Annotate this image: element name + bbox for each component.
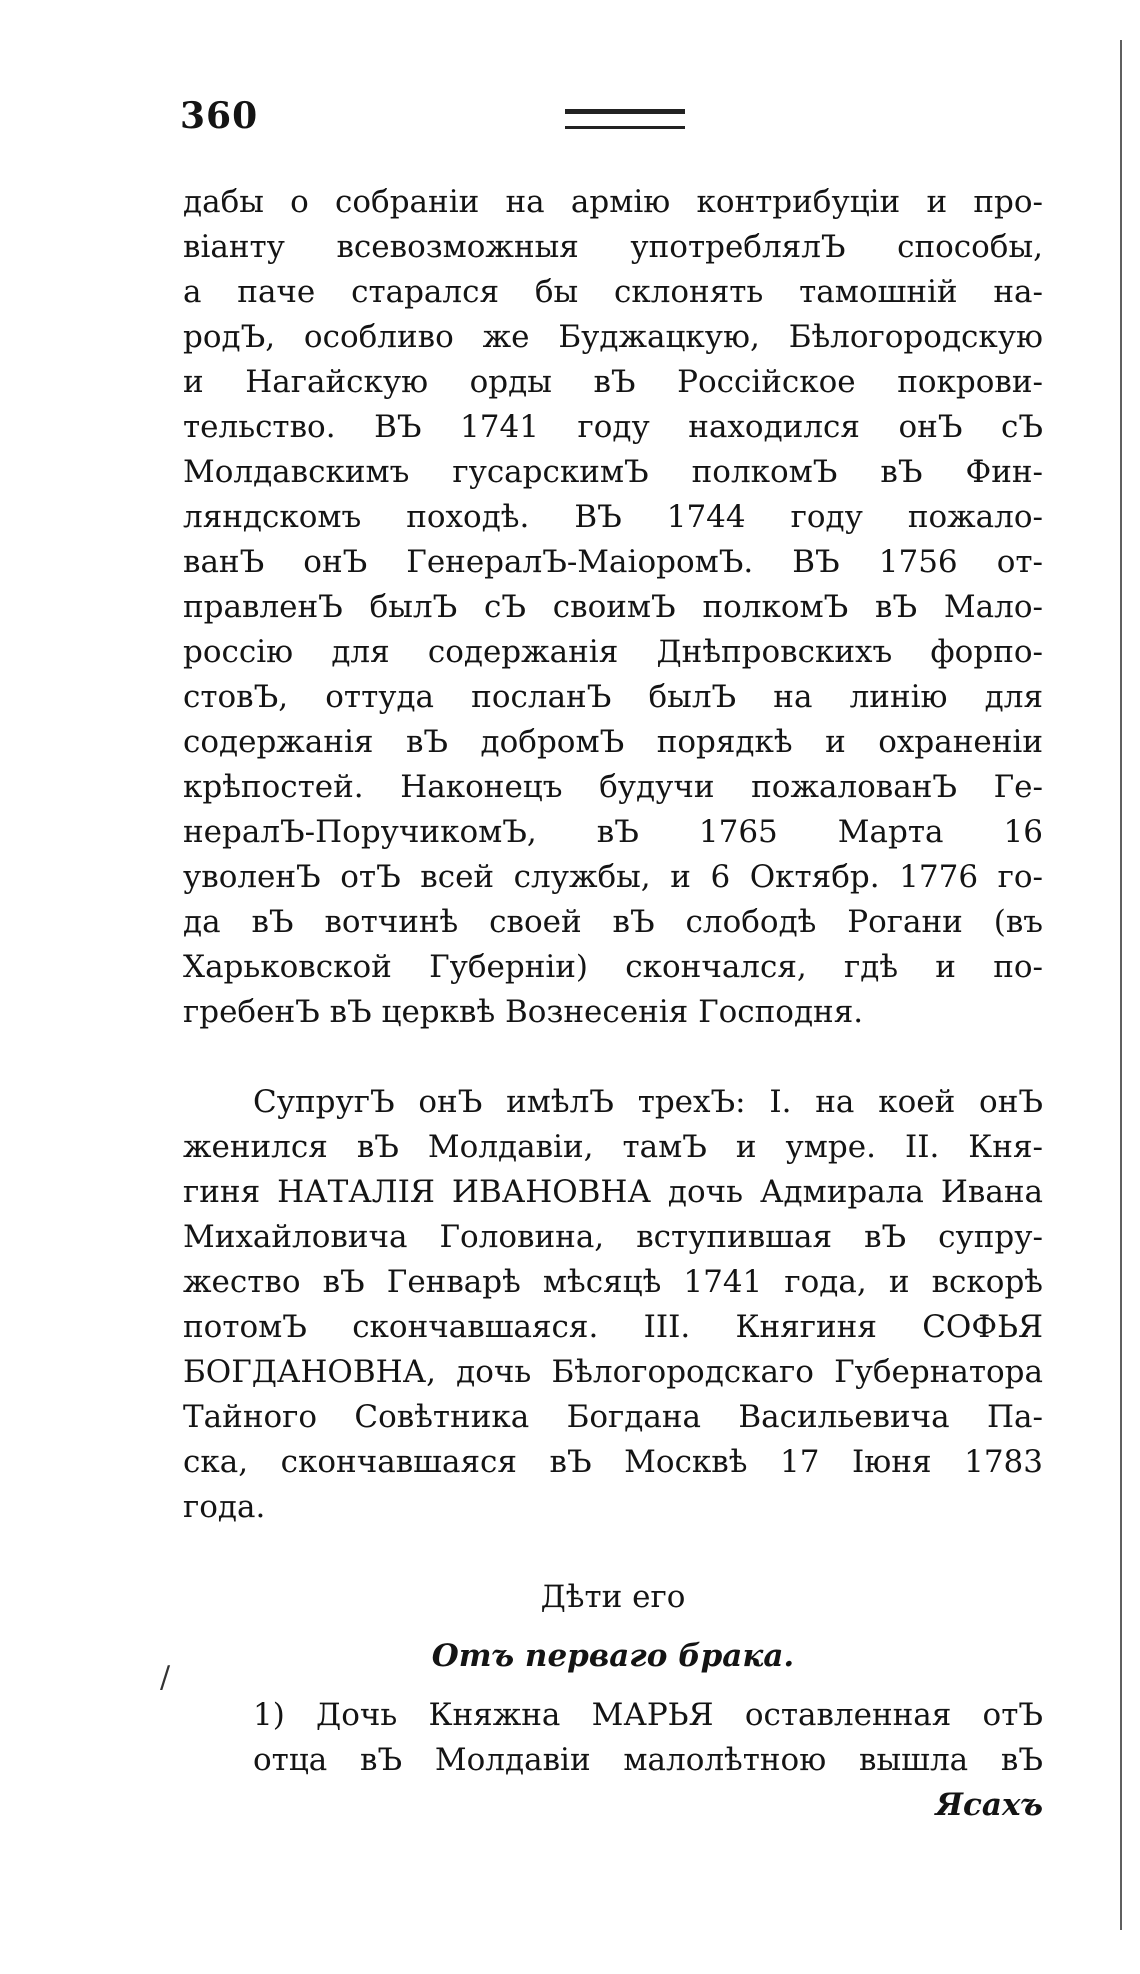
section-heading: Дѣти его xyxy=(540,1579,686,1615)
text-line: тельство. ВЪ 1741 году находился онЪ сЪ xyxy=(183,409,1043,445)
text-line: Михайловича Головина, вступившая вЪ супру- xyxy=(183,1219,1043,1255)
text-line: стовЪ, оттуда посланЪ былЪ на линію для xyxy=(183,679,1043,715)
header-ornament xyxy=(565,109,685,129)
heading-gap xyxy=(183,1679,1043,1693)
text-line: а паче старался бы склонять тамошній на- xyxy=(183,274,1043,310)
text-line: содержанія вЪ добромЪ порядкѣ и охраненіи xyxy=(183,724,1043,760)
text-line: нералЪ-ПоручикомЪ, вЪ 1765 Марта 16 xyxy=(183,814,1043,850)
text-line: Молдавскимъ гусарскимЪ полкомЪ вЪ Фин- xyxy=(183,454,1043,490)
text-line: отца вЪ Молдавіи малолѣтною вышла вЪ xyxy=(253,1742,1043,1778)
page-number: 360 xyxy=(180,95,259,137)
text-line: года. xyxy=(183,1489,266,1525)
page-edge-line xyxy=(1120,40,1122,1930)
stray-mark: / xyxy=(160,1660,171,1695)
text-line: россію для содержанія Днѣпровскихъ форпо- xyxy=(183,634,1043,670)
text-line: дабы о собраніи на армію контрибуціи и про- xyxy=(183,184,1043,220)
page-header xyxy=(180,95,1040,135)
body-text xyxy=(183,180,1043,1828)
text-line: правленЪ былЪ сЪ своимЪ полкомЪ вЪ Мало- xyxy=(183,589,1043,625)
text-line: ска, скончавшаяся вЪ Москвѣ 17 Іюня 1783 xyxy=(183,1444,1043,1480)
text-line: да вЪ вотчинѣ своей вЪ слободѣ Рогани (въ xyxy=(183,904,1043,940)
text-line: 1) Дочь Княжна МАРЬЯ оставленная отЪ xyxy=(253,1697,1043,1733)
text-line: жество вЪ Генварѣ мѣсяцѣ 1741 года, и вскорѣ xyxy=(183,1264,1043,1300)
section-subheading: Отъ перваго брака. xyxy=(431,1638,795,1674)
heading-gap xyxy=(183,1620,1043,1634)
text-line: родЪ, особливо же Буджацкую, Бѣлогородскую xyxy=(183,319,1043,355)
text-line: и Нагайскую орды вЪ Россійское покрови- xyxy=(183,364,1043,400)
text-line: потомЪ скончавшаяся. III. Княгиня СОФЬЯ xyxy=(183,1309,1043,1345)
text-line: віанту всевозможныя употреблялЪ способы, xyxy=(183,229,1043,265)
text-line: ванЪ онЪ ГенералЪ-МаіоромЪ. ВЪ 1756 от- xyxy=(183,544,1043,580)
text-line: БОГДАНОВНА, дочь Бѣлогородскаго Губернатора xyxy=(183,1354,1043,1390)
text-line: женился вЪ Молдавіи, тамЪ и умре. II. Кня- xyxy=(183,1129,1043,1165)
section-gap xyxy=(183,1530,1043,1575)
text-line: Харьковской Губерніи) скончался, гдѣ и по- xyxy=(183,949,1043,985)
text-line: ляндскомъ походѣ. ВЪ 1744 году пожало- xyxy=(183,499,1043,535)
text-line: Тайного Совѣтника Богдана Васильевича Па- xyxy=(183,1399,1043,1435)
text-line: гиня НАТАЛІЯ ИВАНОВНА дочь Адмирала Ивана xyxy=(183,1174,1043,1210)
catchword: Ясахъ xyxy=(935,1787,1043,1823)
text-line: уволенЪ отЪ всей службы, и 6 Октябр. 1776 го- xyxy=(183,859,1043,895)
text-line: гребенЪ вЪ церквѣ Вознесенія Господня. xyxy=(183,994,864,1030)
paragraph-gap xyxy=(183,1035,1043,1080)
text-line: крѣпостей. Наконецъ будучи пожалованЪ Ге- xyxy=(183,769,1043,805)
text-line: СупругЪ онЪ имѣлЪ трехЪ: I. на коей онЪ xyxy=(253,1084,1043,1120)
